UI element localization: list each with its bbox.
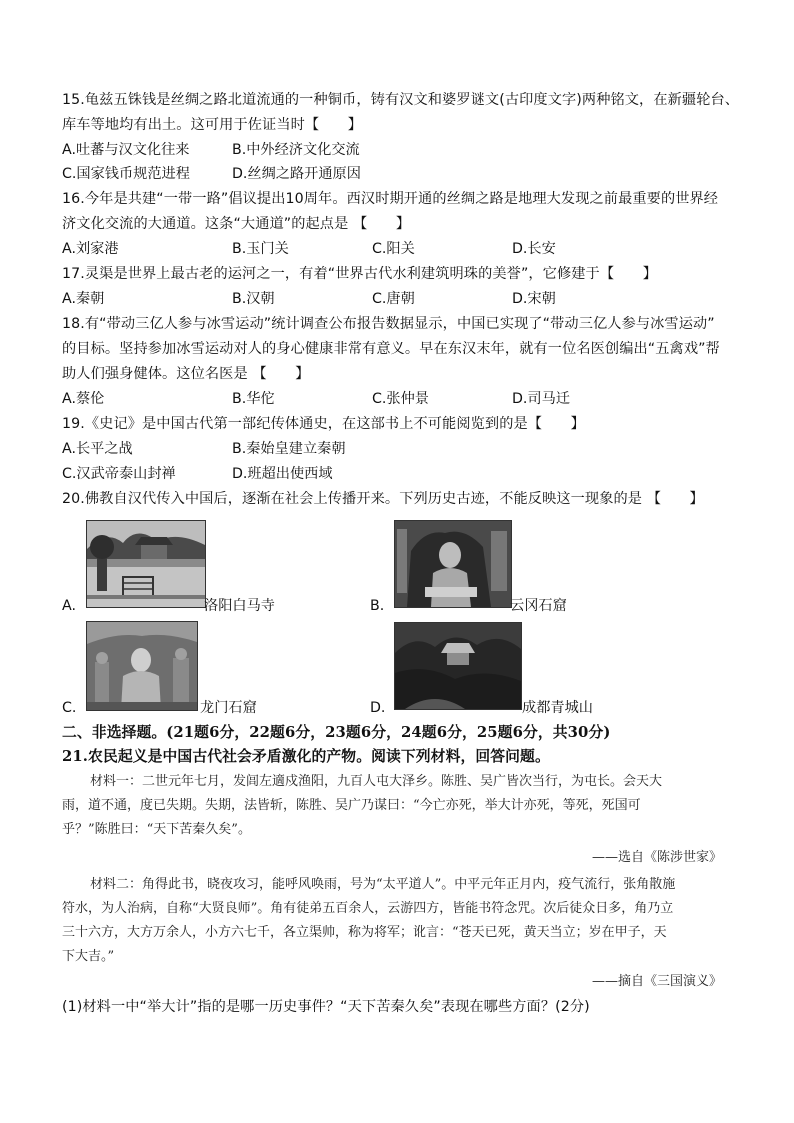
- material1-line3: 乎？”陈胜曰：“天下苦秦久矣”。: [62, 822, 251, 837]
- q20-option-b-letter: B.: [370, 598, 385, 614]
- q15-stem-line2: 库车等地均有出土。这可用于佐证当时【 】: [62, 117, 363, 133]
- q15-option-b: B.中外经济文化交流: [232, 142, 360, 158]
- q20-option-c-letter: C.: [62, 700, 77, 716]
- q20-option-c-caption: 龙门石窟: [200, 700, 257, 716]
- material1-source: ——选自《陈涉世家》: [591, 850, 722, 865]
- q15-option-a: A.吐蕃与汉文化往来: [62, 142, 190, 158]
- white-horse-temple-photo: [86, 520, 206, 608]
- q20-option-a-letter: A.: [62, 598, 76, 614]
- q19-stem-line1: 19.《史记》是中国古代第一部纪传体通史，在这部书上不可能阅览到的是【 】: [62, 416, 585, 432]
- q20-option-a-caption: 洛阳白马寺: [204, 598, 275, 614]
- q21-sub1: (1)材料一中“举大计”指的是哪一历史事件？“天下苦秦久矣”表现在哪些方面？(2分): [62, 999, 590, 1015]
- q15-stem-line1: 15.龟兹五铢钱是丝绸之路北道流通的一种铜币，铸有汉文和婆罗谜文(古印度文字)两种铭文，在新疆轮台、: [62, 92, 740, 108]
- q16-option-a: A.刘家港: [62, 241, 119, 257]
- q15-option-d: D.丝绸之路开通原因: [232, 166, 361, 182]
- q20-option-b-caption: 云冈石窟: [510, 598, 567, 614]
- q16-stem-line2: 济文化交流的大通道。这条“大通道”的起点是 【 】: [62, 216, 411, 232]
- q21-title: 21.农民起义是中国古代社会矛盾激化的产物。阅读下列材料，回答问题。: [62, 748, 550, 765]
- q17-option-d: D.宋朝: [512, 291, 556, 307]
- q19-option-b: B.秦始皇建立秦朝: [232, 441, 346, 457]
- q18-stem-line2: 的目标。坚持参加冰雪运动对人的身心健康非常有意义。早在东汉末年，就有一位名医创编出“五禽戏”帮: [62, 341, 720, 357]
- material2-line1: 材料二：角得此书，晓夜攻习，能呼风唤雨，号为“太平道人”。中平元年正月内，疫气流行，张角散施: [90, 877, 676, 892]
- q18-option-c: C.张仲景: [372, 391, 429, 407]
- q17-option-a: A.秦朝: [62, 291, 105, 307]
- yungang-grottoes-photo: [394, 520, 512, 608]
- q16-stem-line1: 16.今年是共建“一带一路”倡议提出10周年。西汉时期开通的丝绸之路是地理大发现之前最重要的世界经: [62, 191, 719, 207]
- q16-option-c: C.阳关: [372, 241, 415, 257]
- q17-stem-line1: 17.灵渠是世界上最古老的运河之一，有着“世界古代水利建筑明珠的美誉”，它修建于【 】: [62, 266, 657, 282]
- material2-line4: 下大吉。”: [62, 949, 115, 964]
- qingcheng-mountain-photo: [394, 622, 522, 710]
- q19-option-a: A.长平之战: [62, 441, 133, 457]
- q18-option-d: D.司马迁: [512, 391, 570, 407]
- q20-option-d-letter: D.: [370, 700, 386, 716]
- longmen-grottoes-photo: [86, 621, 198, 711]
- material1-line1: 材料一：二世元年七月，发闾左適戍渔阳，九百人屯大泽乡。陈胜、吴广皆次当行，为屯长。会天大: [90, 774, 663, 789]
- material2-source: ——摘自《三国演义》: [591, 974, 722, 989]
- q16-option-d: D.长安: [512, 241, 556, 257]
- q18-option-b: B.华佗: [232, 391, 275, 407]
- q15-option-c: C.国家钱币规范进程: [62, 166, 190, 182]
- q20-stem-line1: 20.佛教自汉代传入中国后，逐渐在社会上传播开来。下列历史古迹，不能反映这一现象的是 【 】: [62, 491, 704, 507]
- section2-heading: 二、非选择题。(21题6分，22题6分，23题6分，24题6分，25题6分，共30分): [62, 724, 611, 741]
- q19-option-c: C.汉武帝泰山封禅: [62, 466, 176, 482]
- q18-stem-line1: 18.有“带动三亿人参与冰雪运动”统计调查公布报告数据显示，中国已实现了“带动三亿人参与冰雪运动”: [62, 316, 715, 332]
- q18-stem-line3: 助人们强身健体。这位名医是 【 】: [62, 366, 310, 382]
- material1-line2: 雨，道不通，度已失期。失期，法皆斩，陈胜、吴广乃谋曰：“今亡亦死，举大计亦死，等死，死国可: [62, 798, 641, 813]
- q16-option-b: B.玉门关: [232, 241, 289, 257]
- q17-option-b: B.汉朝: [232, 291, 275, 307]
- q18-option-a: A.蔡伦: [62, 391, 105, 407]
- material2-line3: 三十六方，大方万余人，小方六七千，各立渠帅，称为将军；讹言：“苍天已死，黄天当立；岁在甲子，天: [62, 925, 667, 940]
- q19-option-d: D.班超出使西域: [232, 466, 333, 482]
- q17-option-c: C.唐朝: [372, 291, 415, 307]
- material2-line2: 符水，为人治病，自称“大贤良师”。角有徒弟五百余人，云游四方，皆能书符念咒。次后徒众日多，角乃立: [62, 901, 674, 916]
- q20-option-d-caption: 成都青城山: [522, 700, 593, 716]
